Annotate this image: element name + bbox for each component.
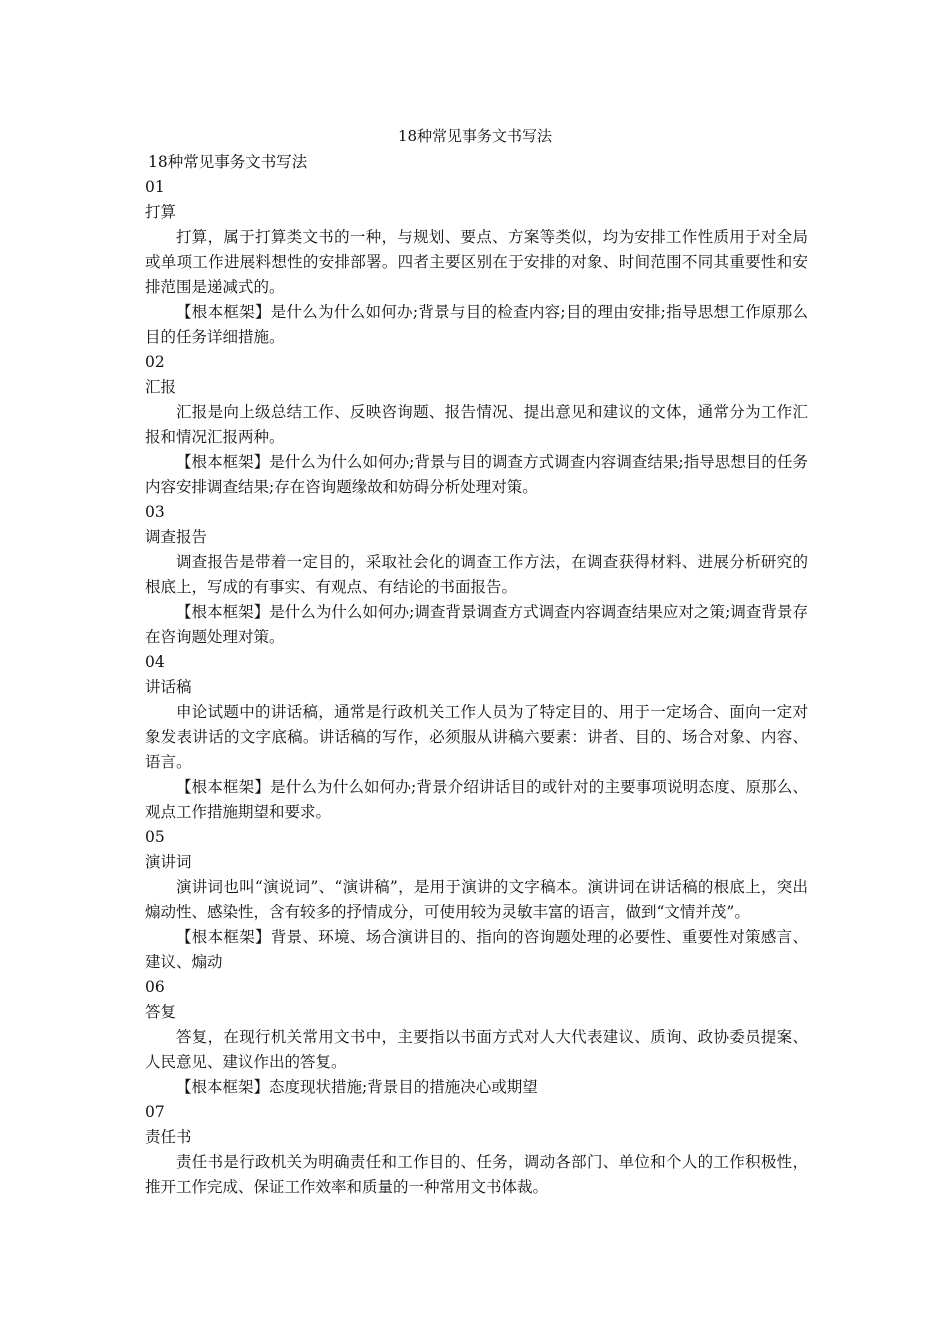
document-body [145,150,808,1200]
section-number: 05 [145,828,165,846]
section-04 [145,650,808,825]
section-heading: 责任书 [145,1128,192,1146]
section-paragraph: 答复，在现行机关常用文书中，主要指以书面方式对人大代表建议、质询、政协委员提案、人民意见、建议作出的答复。 [145,1028,808,1071]
framework-paragraph: 【根本框架】是什么为什么如何办;调查背景调查方式调查内容调查结果应对之策;调查背景存在咨询题处理对策。 [145,603,808,646]
section-paragraph: 打算，属于打算类文书的一种，与规划、要点、方案等类似，均为安排工作性质用于对全局或单项工作进展料想性的安排部署。四者主要区别在于安排的对象、时间范围不同其重要性和安排范围是递减式的。 [145,228,808,296]
section-heading: 调查报告 [145,528,208,546]
section-06 [145,975,808,1100]
section-number: 01 [145,178,165,196]
section-07 [145,1100,808,1200]
section-number: 03 [145,503,165,521]
document-title: 18种常见事务文书写法 [397,127,553,145]
section-number: 07 [145,1103,165,1121]
section-paragraph: 申论试题中的讲话稿，通常是行政机关工作人员为了特定目的、用于一定场合、面向一定对象发表讲话的文字底稿。讲话稿的写作，必须服从讲稿六要素：讲者、目的、场合对象、内容、语言。 [145,703,808,771]
framework-paragraph: 【根本框架】是什么为什么如何办;背景与目的调查方式调查内容调查结果;指导思想目的任务内容安排调查结果;存在咨询题缘故和妨碍分析处理对策。 [145,453,808,496]
framework-paragraph: 【根本框架】态度现状措施;背景目的措施决心或期望 [176,1078,538,1096]
document-subtitle: 18种常见事务文书写法 [148,153,308,171]
section-heading: 演讲词 [145,853,192,871]
framework-paragraph: 【根本框架】背景、环境、场合演讲目的、指向的咨询题处理的必要性、重要性对策感言、建议、煽动 [145,928,808,971]
framework-paragraph: 【根本框架】是什么为什么如何办;背景与目的检查内容;目的理由安排;指导思想工作原那么目的任务详细措施。 [145,303,808,346]
section-05 [145,825,808,975]
section-number: 02 [145,353,165,371]
section-03 [145,500,808,650]
section-heading: 汇报 [145,378,177,396]
section-heading: 讲话稿 [145,678,192,696]
section-paragraph: 演讲词也叫“演说词”、“演讲稿”，是用于演讲的文字稿本。演讲词在讲话稿的根底上，突出煽动性、感染性，含有较多的抒情成分，可使用较为灵敏丰富的语言，做到“文情并茂”。 [145,878,808,921]
section-paragraph: 汇报是向上级总结工作、反映咨询题、报告情况、提出意见和建议的文体，通常分为工作汇报和情况汇报两种。 [145,403,808,446]
section-heading: 打算 [145,203,177,221]
section-number: 04 [145,653,165,671]
framework-paragraph: 【根本框架】是什么为什么如何办;背景介绍讲话目的或针对的主要事项说明态度、原那么、观点工作措施期望和要求。 [145,778,808,821]
section-paragraph: 责任书是行政机关为明确责任和工作目的、任务，调动各部门、单位和个人的工作积极性，推开工作完成、保证工作效率和质量的一种常用文书体裁。 [145,1153,808,1196]
section-paragraph: 调查报告是带着一定目的，采取社会化的调查工作方法，在调查获得材料、进展分析研究的根底上，写成的有事实、有观点、有结论的书面报告。 [145,553,808,596]
section-heading: 答复 [145,1003,177,1021]
section-number: 06 [145,978,165,996]
section-01 [145,175,808,350]
section-02 [145,350,808,500]
